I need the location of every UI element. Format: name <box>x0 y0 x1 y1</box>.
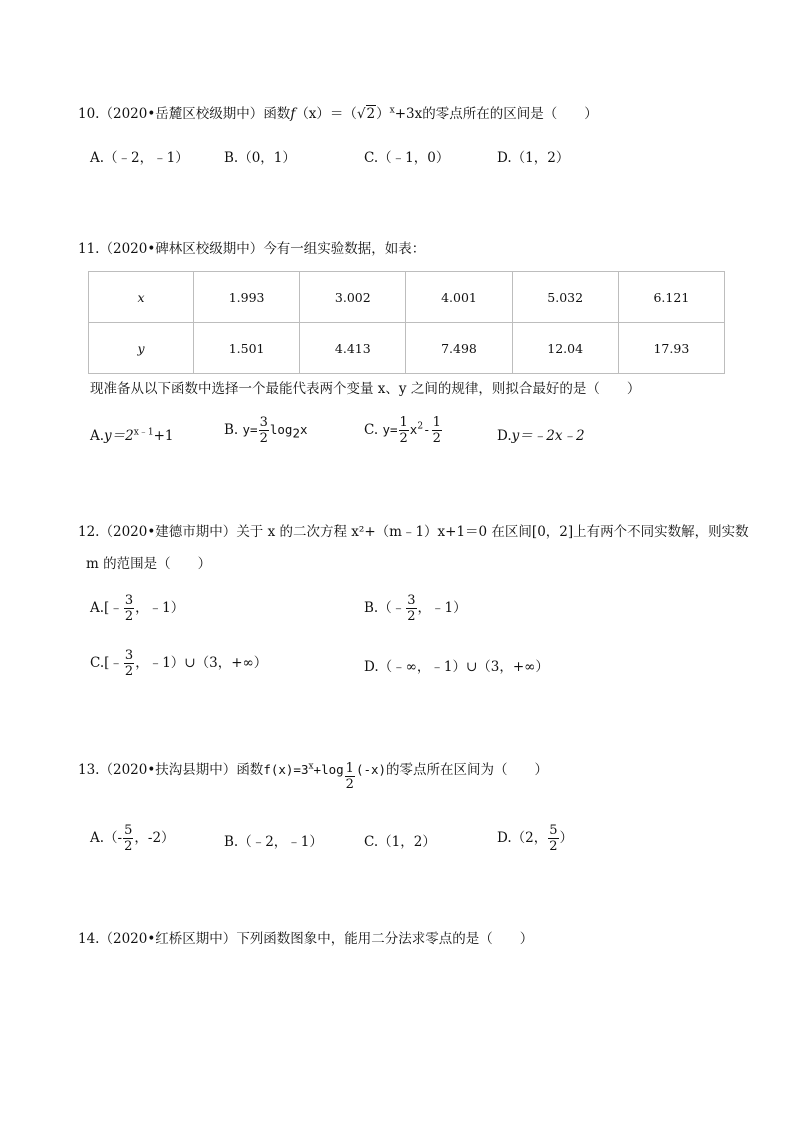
q12-option-d[interactable]: D.（﹣∞，﹣1）∪（3，+∞） <box>364 659 549 675</box>
table-cell: y <box>89 323 194 374</box>
question-13-stem: 13.（2020•扶沟县期中）函数$f(x)=3^x+\log$ $\frac{1}{2}$ (-x)的零点所在区间为（ ） <box>78 761 549 792</box>
question-number: 11. <box>78 241 100 257</box>
table-cell: 4.001 <box>406 272 512 323</box>
q10-option-d[interactable]: D.（1，2） <box>497 150 570 166</box>
question-source: （2020•扶沟县期中） <box>99 762 237 778</box>
table-cell: 5.032 <box>512 272 618 323</box>
question-10-stem: 10.（2020•岳麓区校级期中）函数$f(x)=(√2)^x+3x$的零点所在的区间是（ ） <box>78 105 598 122</box>
question-12-stem: 12.（2020•建德市期中）关于 x 的二次方程 x²+（m﹣1）x+1＝0 在区间[0，2]上有两个不同实数解，则实数 <box>78 524 749 540</box>
table-cell: 12.04 <box>512 323 618 374</box>
q13-option-c[interactable]: C.（1，2） <box>364 834 436 850</box>
table-cell: 6.121 <box>618 272 724 323</box>
table-cell: 1.501 <box>194 323 300 374</box>
table-cell: 17.93 <box>618 323 724 374</box>
table-cell: x <box>89 272 194 323</box>
question-number: 13. <box>78 762 100 778</box>
q11-option-d[interactable]: D.y＝﹣2x﹣2 <box>497 428 585 444</box>
q11-option-a[interactable]: $A.y=2^{x﹣1}+1$ <box>90 427 174 444</box>
question-14-stem: 14.（2020•红桥区期中）下列函数图象中，能用二分法求零点的是（ ） <box>78 931 534 947</box>
q10-option-b[interactable]: B.（0，1） <box>224 150 296 166</box>
question-number: 10. <box>78 106 100 122</box>
question-number: 14. <box>78 931 100 947</box>
q12-option-b[interactable]: B.（﹣ $\frac{3}{2}$ ，﹣1） <box>364 593 467 624</box>
experiment-data-table <box>88 271 725 374</box>
table-row <box>89 272 725 323</box>
question-source: （2020•红桥区期中） <box>99 931 237 947</box>
table-cell: 3.002 <box>300 272 406 323</box>
table-cell: 1.993 <box>194 272 300 323</box>
sqrt-symbol: √ <box>356 106 366 122</box>
question-number: 12. <box>78 524 100 540</box>
question-source: （2020•建德市期中） <box>99 524 237 540</box>
q13-option-b[interactable]: B.（﹣2，﹣1） <box>224 834 323 850</box>
q10-option-c[interactable]: C.（﹣1，0） <box>364 150 450 166</box>
table-row <box>89 323 725 374</box>
q11-option-b[interactable]: B. y= $\frac{3}{2}$ $\log_2x$ <box>224 415 308 446</box>
table-cell: 4.413 <box>300 323 406 374</box>
q12-option-a[interactable]: A.[﹣ $\frac{3}{2}$ ，﹣1） <box>90 593 185 624</box>
table-cell: 7.498 <box>406 323 512 374</box>
q13-option-a[interactable]: A.（- $\frac{5}{2}$ ，-2） <box>90 823 175 854</box>
q10-option-a[interactable]: A.（﹣2，﹣1） <box>90 150 189 166</box>
question-11-followup: 现准备从以下函数中选择一个最能代表两个变量 x、y 之间的规律，则拟合最好的是（ ） <box>90 381 641 397</box>
question-11-stem: 11.（2020•碑林区校级期中）今有一组实验数据，如表： <box>78 241 426 257</box>
question-12-stem-continued: m 的范围是（ ） <box>86 556 212 572</box>
q11-option-c[interactable]: C. y= $\frac{1}{2}$ $x^2-$ $\frac{1}{2}$ <box>364 415 441 446</box>
question-source: （2020•碑林区校级期中） <box>99 241 264 257</box>
q12-option-c[interactable]: C.[﹣ $\frac{3}{2}$ ，﹣1）∪（3，+∞） <box>90 648 268 679</box>
q13-option-d[interactable]: D.（2， $\frac{5}{2}$ ） <box>497 823 574 854</box>
question-source: （2020•岳麓区校级期中） <box>99 106 264 122</box>
